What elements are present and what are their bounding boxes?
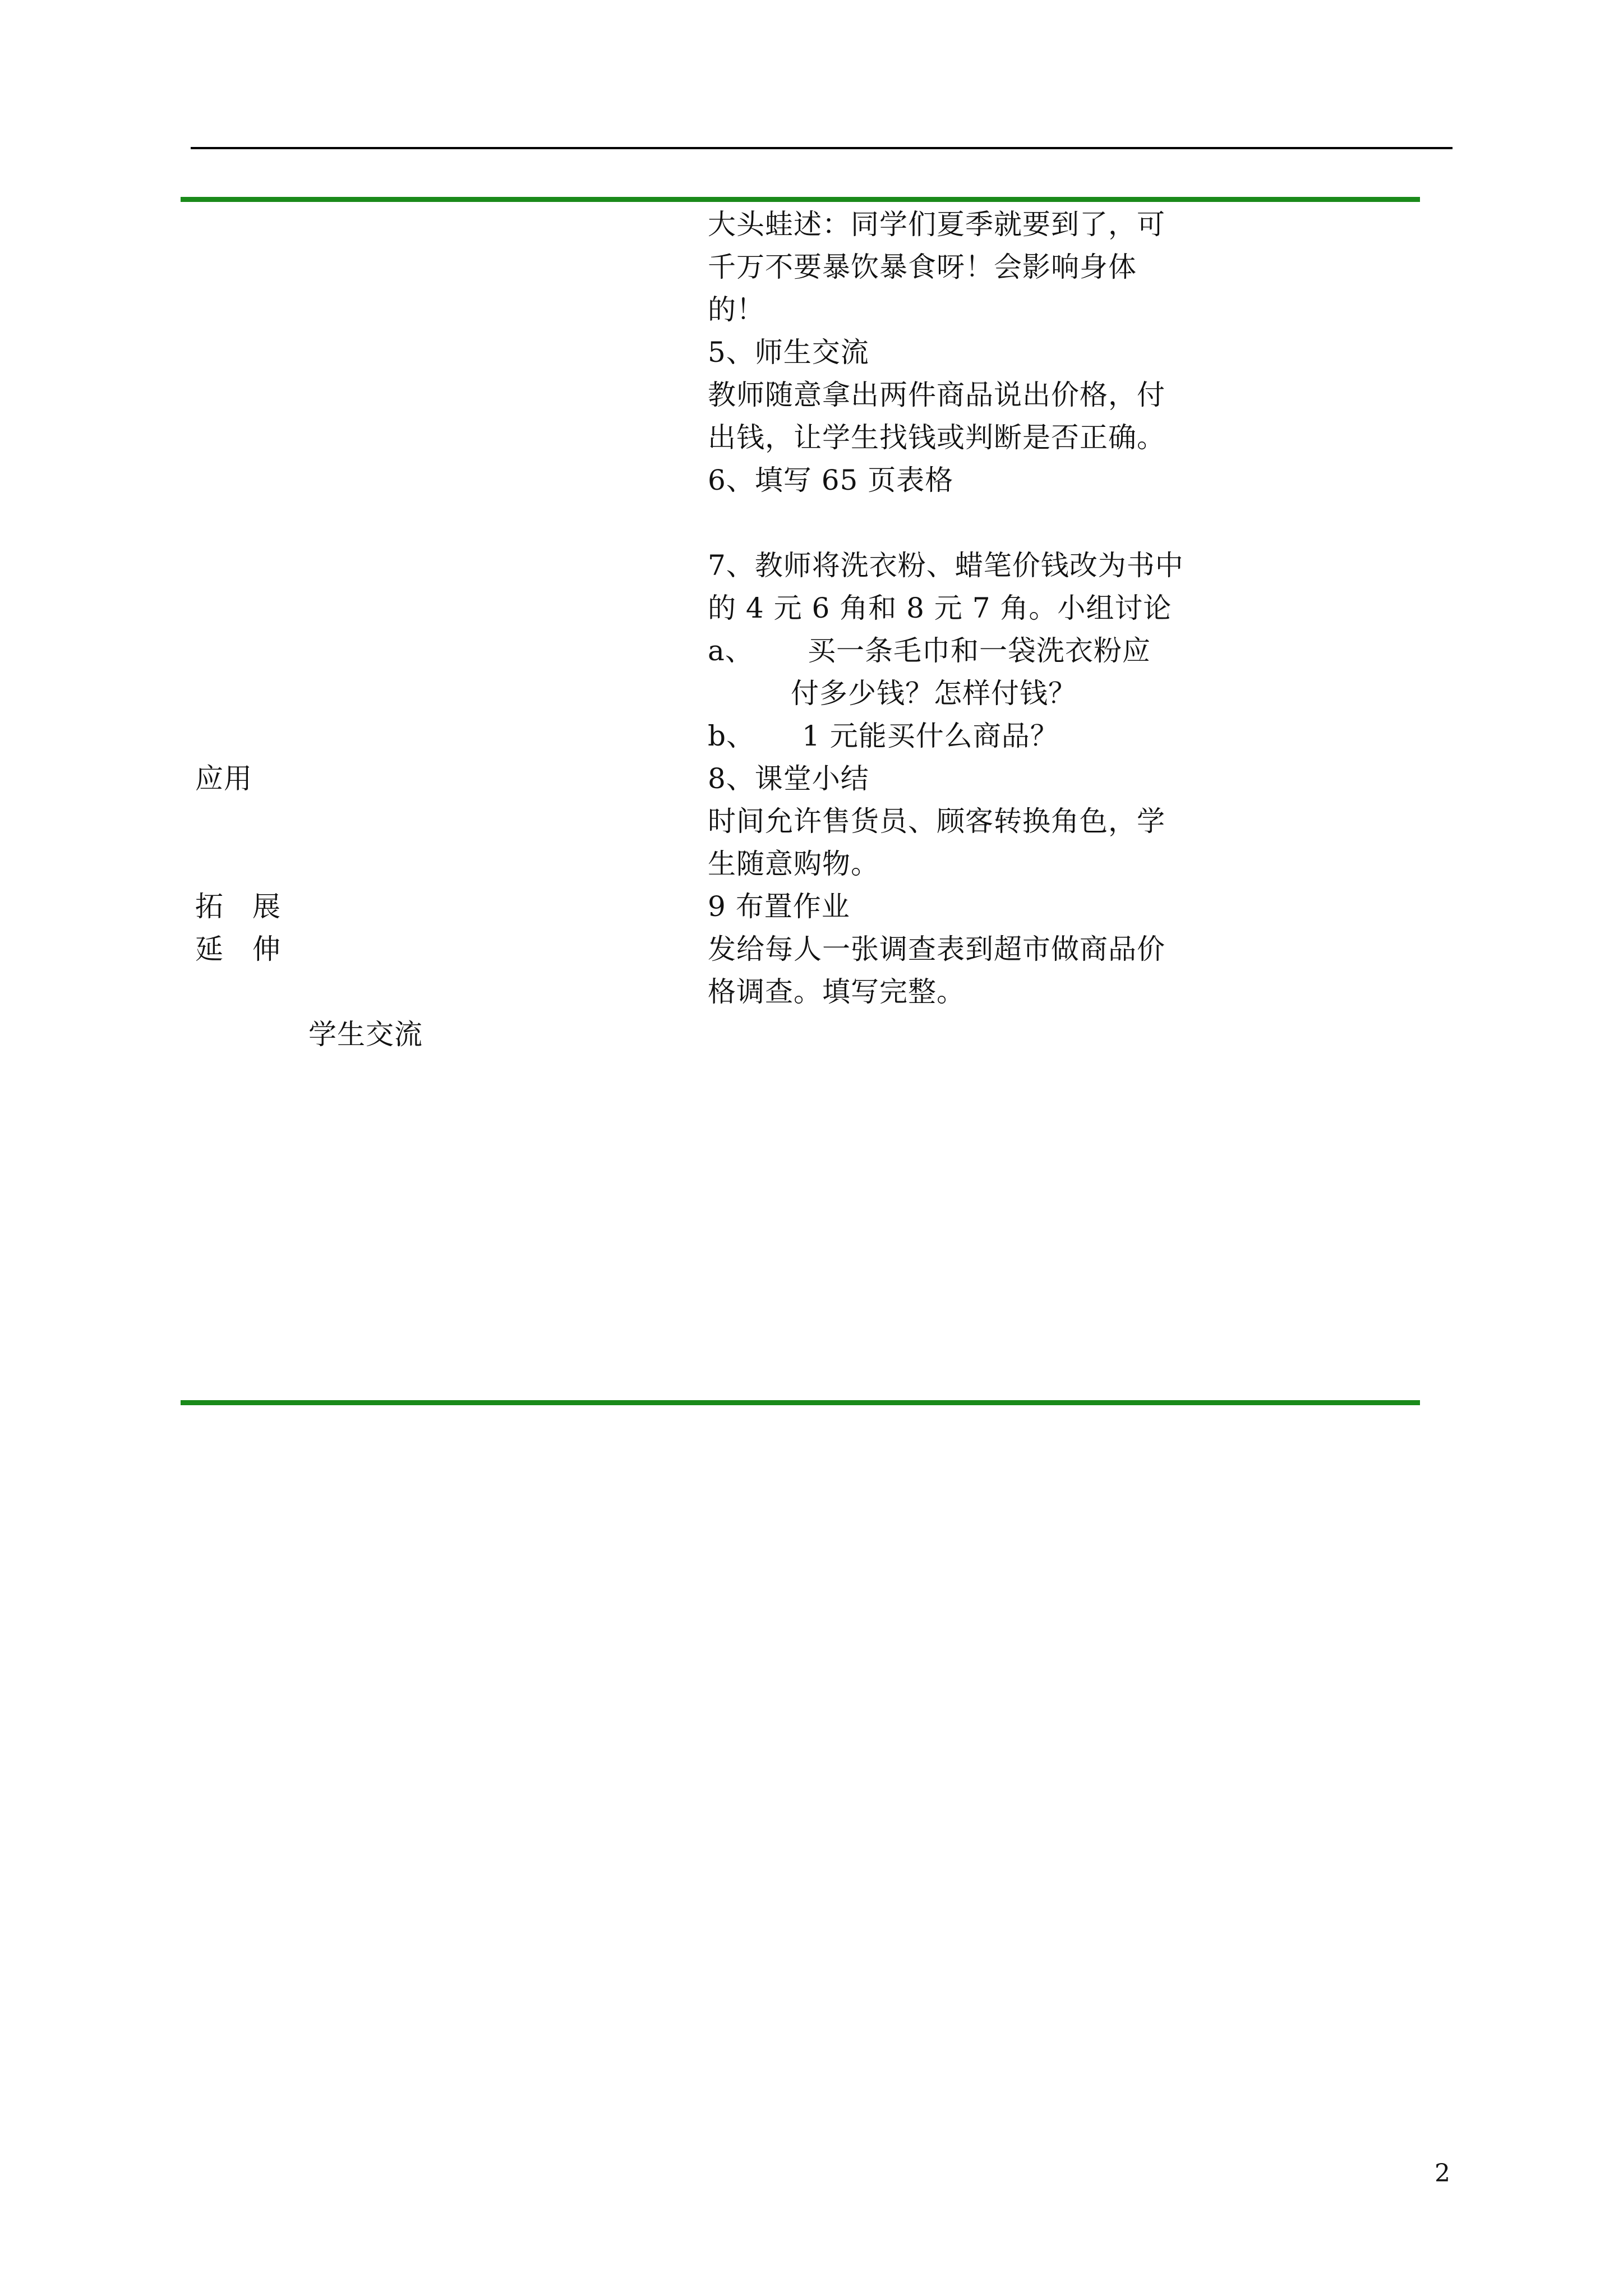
text-line: 的 4 元 6 角和 8 元 7 角。小组讨论: [708, 592, 1172, 624]
text-line: 时间允许售货员、顾客转换角色，学: [708, 805, 1165, 838]
page-number: 2: [1435, 2159, 1450, 2188]
section-label-extend: 延 伸: [195, 933, 281, 965]
list-item-text: 买一条毛巾和一袋洗衣粉应: [808, 634, 1151, 667]
header-rule: [191, 147, 1453, 149]
list-marker: b、: [708, 720, 755, 752]
text-line: 生随意购物。: [708, 848, 879, 880]
text-line: 发给每人一张调查表到超市做商品价: [708, 933, 1165, 965]
text-line: 的！: [708, 293, 765, 326]
step-heading: 7、教师将洗衣粉、蜡笔价钱改为书中: [708, 549, 1184, 582]
step-heading: 9 布置作业: [708, 890, 850, 923]
list-item-text: 付多少钱？怎样付钱？: [791, 677, 1077, 710]
table-bottom-border: [181, 1400, 1420, 1405]
text-line: 教师随意拿出两件商品说出价格，付: [708, 379, 1165, 411]
text-line: 千万不要暴饮暴食呀！会影响身体: [708, 251, 1137, 283]
student-activity-label: 学生交流: [308, 1018, 423, 1051]
list-marker: a、: [708, 634, 754, 667]
text-line: 出钱，让学生找钱或判断是否正确。: [708, 421, 1165, 454]
text-line: 格调查。填写完整。: [708, 976, 965, 1008]
table-top-border: [181, 197, 1420, 202]
text-line: 大头蛙述：同学们夏季就要到了，可: [708, 208, 1165, 241]
section-label-apply: 应用: [195, 762, 252, 795]
step-heading: 8、课堂小结: [708, 762, 869, 795]
step-heading: 6、填写 65 页表格: [708, 464, 954, 496]
step-heading: 5、师生交流: [708, 336, 869, 369]
list-item-text: 1 元能买什么商品？: [802, 720, 1059, 752]
section-label-expand: 拓 展: [195, 890, 281, 923]
